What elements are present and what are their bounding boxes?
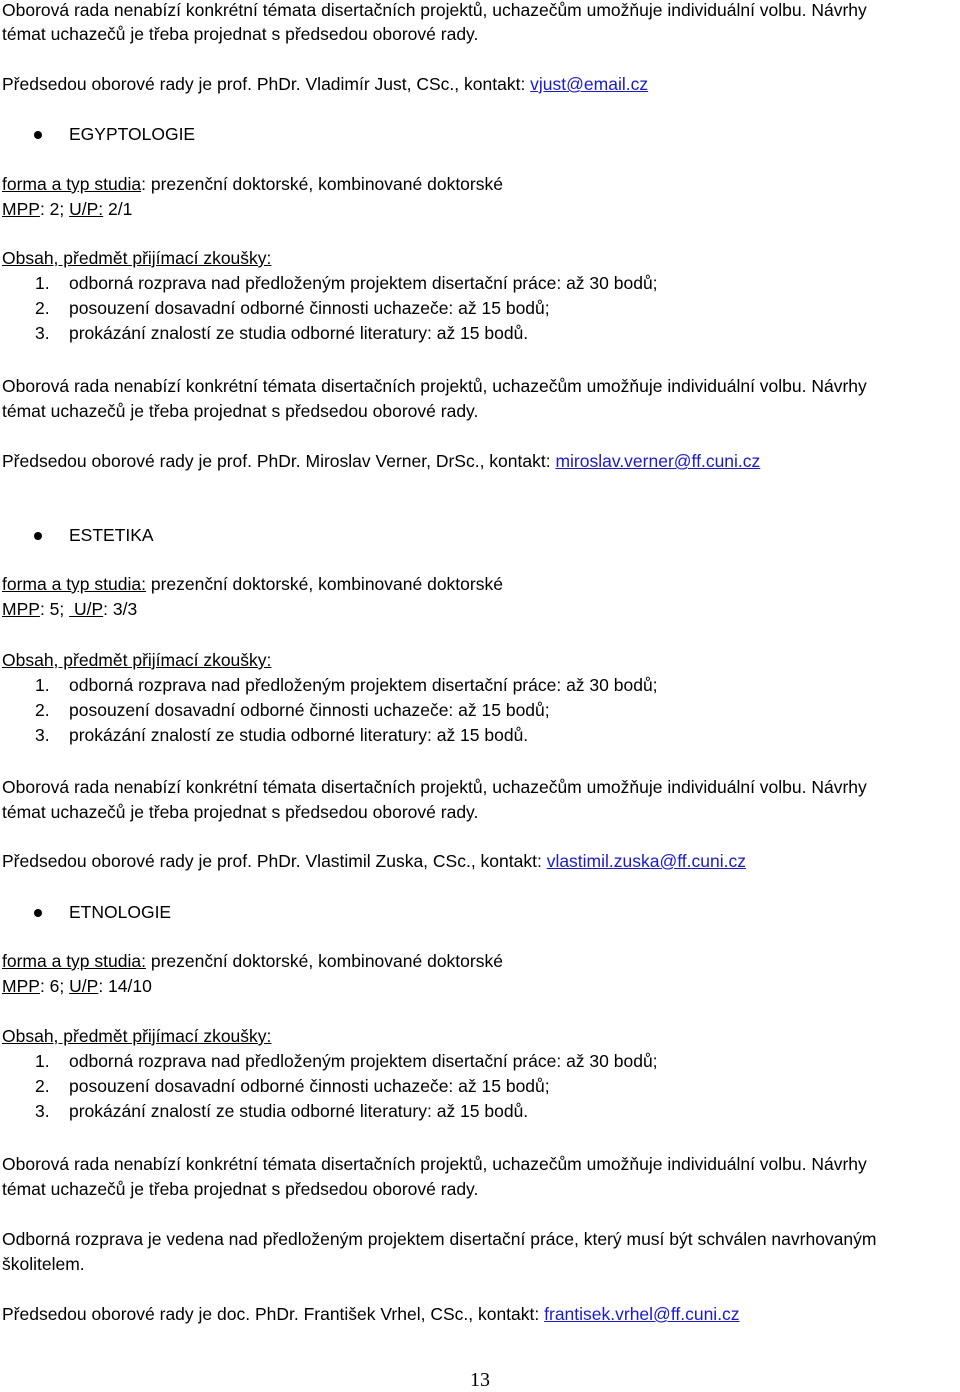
list-number: 3. bbox=[35, 323, 50, 343]
mpp-line bbox=[2, 597, 137, 621]
note-line-1: Oborová rada nenabízí konkrétní témata disertačních projektů, uchazečům umožňuje individuální volbu. Návrhy bbox=[2, 1154, 867, 1174]
study-form-line bbox=[2, 949, 503, 973]
list-item: odborná rozprava nad předloženým projektem disertační práce: až 30 bodů; bbox=[69, 1051, 658, 1071]
bullet-icon bbox=[34, 909, 42, 917]
list-number: 1. bbox=[35, 273, 50, 293]
list-item: posouzení dosavadní odborné činnosti uchazeče: až 15 bodů; bbox=[69, 700, 550, 720]
list-number: 2. bbox=[35, 700, 50, 720]
chair-text: Předsedou oborové rady je doc. PhDr. František Vrhel, CSc., kontakt: bbox=[2, 1304, 545, 1324]
study-form-label: forma a typ studia: bbox=[2, 951, 146, 971]
list-item: prokázání znalostí ze studia odborné literatury: až 15 bodů. bbox=[69, 725, 529, 745]
study-form-value: prezenční doktorské, kombinované doktorské bbox=[145, 574, 503, 594]
exam-label: Obsah, předmět přijímací zkoušky: bbox=[2, 1026, 272, 1046]
note-line-2: témat uchazečů je třeba projednat s předsedou oborové rady. bbox=[2, 802, 479, 822]
note-line-1: Oborová rada nenabízí konkrétní témata disertačních projektů, uchazečům umožňuje individuální volbu. Návrhy bbox=[2, 777, 867, 797]
mpp-label: MPP bbox=[2, 199, 40, 219]
up-label: U/P: bbox=[69, 199, 104, 219]
list-item: posouzení dosavadní odborné činnosti uchazeče: až 15 bodů; bbox=[69, 298, 550, 318]
page-number: 13 bbox=[470, 1369, 490, 1391]
mpp-value: : 2; bbox=[39, 199, 70, 219]
mpp-line bbox=[2, 197, 132, 221]
study-form-label: forma a typ studia: bbox=[2, 574, 146, 594]
chair-email-link[interactable]: frantisek.vrhel@ff.cuni.cz bbox=[544, 1304, 740, 1324]
chair-text: Předsedou oborové rady je prof. PhDr. Vlastimil Zuska, CSc., kontakt: bbox=[2, 851, 547, 871]
study-form-line bbox=[2, 172, 503, 196]
section-title: EGYPTOLOGIE bbox=[69, 124, 196, 144]
intro-paragraph-line-1: Oborová rada nenabízí konkrétní témata disertačních projektů, uchazečům umožňuje individuální volbu. Návrhy bbox=[2, 0, 867, 20]
mpp-value: : 6; bbox=[39, 976, 70, 996]
mpp-value: : 5; bbox=[39, 599, 70, 619]
extra-note-line-1: Odborná rozprava je vedena nad předloženým projektem disertační práce, který musí být schválen navrhovaným bbox=[2, 1229, 877, 1249]
study-form-value: prezenční doktorské, kombinované doktorské bbox=[145, 951, 503, 971]
note-line-2: témat uchazečů je třeba projednat s předsedou oborové rady. bbox=[2, 401, 479, 421]
chair-email-link[interactable]: miroslav.verner@ff.cuni.cz bbox=[555, 451, 761, 471]
list-number: 1. bbox=[35, 1051, 50, 1071]
list-number: 2. bbox=[35, 298, 50, 318]
chair-email-link[interactable]: vjust@email.cz bbox=[530, 74, 649, 94]
chair-text: Předsedou oborové rady je prof. PhDr. Vladimír Just, CSc., kontakt: bbox=[2, 74, 531, 94]
exam-label: Obsah, předmět přijímací zkoušky: bbox=[2, 248, 272, 268]
section-title: ETNOLOGIE bbox=[69, 902, 172, 922]
intro-paragraph-line-2: témat uchazečů je třeba projednat s předsedou oborové rady. bbox=[2, 24, 479, 44]
note-line-2: témat uchazečů je třeba projednat s předsedou oborové rady. bbox=[2, 1179, 479, 1199]
note-line-1: Oborová rada nenabízí konkrétní témata disertačních projektů, uchazečům umožňuje individuální volbu. Návrhy bbox=[2, 376, 867, 396]
mpp-label: MPP bbox=[2, 976, 40, 996]
up-value: : 3/3 bbox=[103, 599, 138, 619]
chair-email-link[interactable]: vlastimil.zuska@ff.cuni.cz bbox=[546, 851, 746, 871]
chair-line bbox=[2, 1302, 740, 1326]
extra-note-line-2: školitelem. bbox=[2, 1254, 85, 1274]
list-item: odborná rozprava nad předloženým projektem disertační práce: až 30 bodů; bbox=[69, 273, 658, 293]
list-item: odborná rozprava nad předloženým projektem disertační práce: až 30 bodů; bbox=[69, 675, 658, 695]
list-item: prokázání znalostí ze studia odborné literatury: až 15 bodů. bbox=[69, 323, 529, 343]
list-item: posouzení dosavadní odborné činnosti uchazeče: až 15 bodů; bbox=[69, 1076, 550, 1096]
up-label: U/P bbox=[69, 976, 99, 996]
up-value: 2/1 bbox=[103, 199, 133, 219]
list-number: 2. bbox=[35, 1076, 50, 1096]
up-label: U/P bbox=[69, 599, 104, 619]
mpp-line bbox=[2, 974, 152, 998]
bullet-icon bbox=[34, 532, 42, 540]
chair-line bbox=[2, 449, 760, 473]
study-form-value: : prezenční doktorské, kombinované doktorské bbox=[141, 174, 503, 194]
list-number: 3. bbox=[35, 725, 50, 745]
list-number: 3. bbox=[35, 1101, 50, 1121]
intro-chair-line bbox=[2, 72, 648, 96]
study-form-line bbox=[2, 572, 503, 596]
mpp-label: MPP bbox=[2, 599, 40, 619]
list-item: prokázání znalostí ze studia odborné literatury: až 15 bodů. bbox=[69, 1101, 529, 1121]
list-number: 1. bbox=[35, 675, 50, 695]
chair-line bbox=[2, 849, 746, 873]
bullet-icon bbox=[34, 131, 42, 139]
section-title: ESTETIKA bbox=[69, 525, 154, 545]
chair-text: Předsedou oborové rady je prof. PhDr. Miroslav Verner, DrSc., kontakt: bbox=[2, 451, 556, 471]
exam-label: Obsah, předmět přijímací zkoušky: bbox=[2, 650, 272, 670]
up-value: : 14/10 bbox=[98, 976, 152, 996]
study-form-label: forma a typ studia bbox=[2, 174, 142, 194]
